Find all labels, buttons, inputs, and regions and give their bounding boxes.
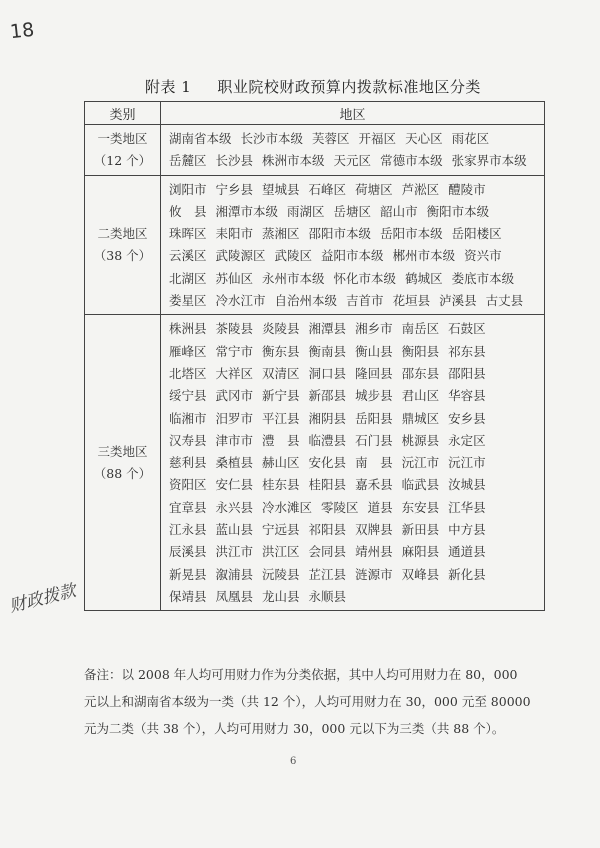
region-name: 耒阳市 <box>215 226 254 242</box>
region-name: 衡阳市本级 <box>426 203 490 219</box>
region-name: 新化县 <box>448 566 486 582</box>
region-name: 浏阳市 <box>169 181 207 197</box>
region-name: 临湘市 <box>169 410 207 426</box>
region-name: 攸 县 <box>169 203 207 219</box>
region-name: 常德市本级 <box>380 153 443 169</box>
region-name: 雨湖区 <box>287 203 325 219</box>
region-name: 沅江市 <box>401 455 440 471</box>
region-name: 益阳市本级 <box>321 248 384 264</box>
region-name: 麻阳县 <box>401 544 440 560</box>
region-name: 津市市 <box>215 432 254 448</box>
region-name: 长沙市本级 <box>240 131 304 146</box>
region-name: 娄底市本级 <box>451 270 515 286</box>
region-name: 蓝山县 <box>215 522 254 538</box>
region-name: 邵阳市本级 <box>308 226 372 242</box>
region-name: 大祥区 <box>215 365 254 381</box>
region-name: 赫山区 <box>262 455 300 471</box>
region-name: 湘潭县 <box>308 321 347 337</box>
region-name: 宁乡县 <box>215 181 254 197</box>
region-name: 武陵源区 <box>215 248 266 264</box>
region-name: 桂阳县 <box>308 477 347 493</box>
region-name: 平江县 <box>262 410 300 426</box>
region-name: 桑植县 <box>215 455 254 471</box>
region-name: 天心区 <box>405 131 443 146</box>
region-name: 古丈县 <box>485 293 524 309</box>
region-name: 醴陵市 <box>448 181 486 197</box>
region-list <box>161 175 545 315</box>
region-name: 中方县 <box>448 522 486 538</box>
region-name: 祁阳县 <box>308 522 347 538</box>
region-name: 株洲市本级 <box>262 153 325 169</box>
category-cell <box>85 315 161 611</box>
header-category: 类别 <box>85 102 161 125</box>
region-name: 宁远县 <box>262 522 300 538</box>
region-name: 冷水江市 <box>215 293 266 309</box>
region-name: 沅陵县 <box>262 566 300 582</box>
region-name: 汨罗市 <box>215 410 254 426</box>
region-name: 湘阴县 <box>308 410 347 426</box>
header-region: 地区 <box>161 102 545 125</box>
region-name: 苏仙区 <box>215 270 254 286</box>
region-name: 吉首市 <box>346 293 384 309</box>
region-name: 安仁县 <box>215 477 254 493</box>
region-name: 石门县 <box>355 432 393 448</box>
region-name: 雨花区 <box>451 131 490 146</box>
category-count: （88 个） <box>93 465 152 481</box>
region-name: 嘉禾县 <box>355 477 393 493</box>
region-name: 郴州市本级 <box>392 248 456 264</box>
region-name: 岳阳县 <box>355 410 393 426</box>
region-name: 资阳区 <box>169 477 207 493</box>
region-name: 武冈市 <box>215 388 254 404</box>
region-name: 茶陵县 <box>215 321 254 337</box>
table-row <box>85 125 545 176</box>
region-name: 湖南省本级 <box>169 131 232 146</box>
region-name: 靖州县 <box>355 544 393 560</box>
region-name: 石鼓区 <box>448 321 486 337</box>
region-name: 新邵县 <box>308 388 347 404</box>
region-name: 永定区 <box>448 432 486 448</box>
region-name: 自治州本级 <box>274 293 338 309</box>
region-name: 岳塘区 <box>333 203 372 219</box>
region-name: 永兴县 <box>215 499 254 515</box>
region-name: 韶山市 <box>380 203 418 219</box>
table-title <box>145 76 545 97</box>
category-cell <box>85 175 161 315</box>
region-name: 岳麓区 <box>169 153 207 169</box>
table-title-text: 职业院校财政预算内拨款标准地区分类 <box>217 78 481 96</box>
region-name: 汝城县 <box>448 477 486 493</box>
region-name: 保靖县 <box>169 588 207 604</box>
region-name: 江永县 <box>169 522 207 538</box>
region-name: 南 县 <box>355 455 393 471</box>
region-name: 洪江区 <box>262 544 300 560</box>
region-name: 蒸湘区 <box>262 226 300 242</box>
region-name: 东安县 <box>401 499 440 515</box>
table-number: 附表 1 <box>145 78 192 96</box>
region-name: 桃源县 <box>401 432 440 448</box>
region-name: 鹤城区 <box>405 270 443 286</box>
region-name: 石峰区 <box>308 181 347 197</box>
region-name: 岳阳市本级 <box>380 226 443 242</box>
handwritten-stamp: 财政拨款 <box>7 580 79 617</box>
region-name: 衡东县 <box>262 343 300 359</box>
region-name: 绥宁县 <box>169 388 207 404</box>
region-name: 涟源市 <box>355 566 393 582</box>
region-name: 安乡县 <box>448 410 486 426</box>
region-name: 资兴市 <box>464 248 502 264</box>
region-name: 天元区 <box>333 153 372 169</box>
region-name: 沅江市 <box>448 455 486 471</box>
region-name: 辰溪县 <box>169 544 207 560</box>
region-name: 长沙县 <box>215 153 254 169</box>
region-name: 洞口县 <box>308 365 347 381</box>
table-row <box>85 315 545 611</box>
region-name: 新田县 <box>401 522 440 538</box>
region-name: 桂东县 <box>262 477 300 493</box>
region-list <box>161 125 545 176</box>
region-name: 澧 县 <box>262 432 300 448</box>
region-name: 常宁市 <box>215 343 254 359</box>
region-name: 鼎城区 <box>401 410 440 426</box>
footnote-line: 备注：以 2008 年人均可用财力作为分类依据，其中人均可用财力在 80，000 <box>84 667 518 682</box>
region-name: 新晃县 <box>169 566 207 582</box>
region-classification-table <box>84 101 545 611</box>
region-name: 隆回县 <box>355 365 393 381</box>
region-name: 衡阳县 <box>401 343 440 359</box>
category-cell <box>85 125 161 176</box>
region-name: 娄星区 <box>169 293 207 309</box>
region-name: 双牌县 <box>355 522 393 538</box>
region-name: 衡南县 <box>308 343 347 359</box>
region-name: 武陵区 <box>274 248 313 264</box>
region-name: 珠晖区 <box>169 226 207 242</box>
region-name: 株洲县 <box>169 321 207 337</box>
region-name: 祁东县 <box>448 343 486 359</box>
region-name: 龙山县 <box>262 588 300 604</box>
region-name: 花垣县 <box>392 293 431 309</box>
region-name: 城步县 <box>355 388 393 404</box>
footnote <box>84 661 534 742</box>
region-name: 零陵区 <box>321 499 359 515</box>
region-name: 芙蓉区 <box>312 131 350 146</box>
region-name: 君山区 <box>401 388 440 404</box>
table-header-row <box>85 102 545 125</box>
handwritten-page-number: 18 <box>8 18 36 44</box>
region-name: 衡山县 <box>355 343 393 359</box>
table-row <box>85 175 545 315</box>
category-count: （38 个） <box>93 247 152 263</box>
page-number: 6 <box>290 756 297 767</box>
region-name: 会同县 <box>308 544 347 560</box>
region-name: 永顺县 <box>308 588 347 604</box>
region-name: 新宁县 <box>262 388 300 404</box>
category-label: 一类地区 <box>97 130 148 146</box>
region-name: 双峰县 <box>401 566 440 582</box>
region-list <box>161 315 545 611</box>
region-name: 邵阳县 <box>448 365 486 381</box>
region-name: 北塔区 <box>169 365 207 381</box>
region-name: 望城县 <box>262 181 300 197</box>
region-name: 道县 <box>367 499 393 515</box>
region-name: 怀化市本级 <box>333 270 397 286</box>
region-name: 湘乡市 <box>355 321 393 337</box>
region-name: 荷塘区 <box>355 181 393 197</box>
region-name: 汉寿县 <box>169 432 207 448</box>
region-name: 开福区 <box>358 131 397 146</box>
region-name: 凤凰县 <box>215 588 254 604</box>
region-name: 临武县 <box>401 477 440 493</box>
region-name: 安化县 <box>308 455 347 471</box>
region-name: 芷江县 <box>308 566 347 582</box>
region-name: 邵东县 <box>401 365 440 381</box>
region-name: 云溪区 <box>169 248 207 264</box>
footnote-line: 元为二类（共 38 个），人均可用财力 30，000 元以下为三类（共 88 个）。 <box>84 721 505 736</box>
region-name: 芦淞区 <box>401 181 440 197</box>
category-label: 三类地区 <box>97 443 148 459</box>
region-name: 炎陵县 <box>262 321 300 337</box>
region-name: 双清区 <box>262 365 300 381</box>
footnote-line: 元以上和湖南省本级为一类（共 12 个），人均可用财力在 30，000 元至 80000 <box>84 694 531 709</box>
region-name: 洪江市 <box>215 544 254 560</box>
category-count: （12 个） <box>93 152 152 168</box>
region-name: 宜章县 <box>169 499 207 515</box>
category-label: 二类地区 <box>97 225 148 241</box>
region-name: 张家界市本级 <box>451 153 527 169</box>
region-name: 江华县 <box>448 499 486 515</box>
region-name: 冷水滩区 <box>262 499 313 515</box>
region-name: 溆浦县 <box>215 566 254 582</box>
region-name: 雁峰区 <box>169 343 207 359</box>
region-name: 临澧县 <box>308 432 347 448</box>
region-name: 湘潭市本级 <box>215 203 279 219</box>
region-name: 南岳区 <box>401 321 440 337</box>
region-name: 慈利县 <box>169 455 207 471</box>
region-name: 北湖区 <box>169 270 207 286</box>
region-name: 泸溪县 <box>439 293 477 309</box>
region-name: 华容县 <box>448 388 486 404</box>
region-name: 永州市本级 <box>262 270 325 286</box>
region-name: 岳阳楼区 <box>451 226 502 242</box>
region-name: 通道县 <box>448 544 486 560</box>
